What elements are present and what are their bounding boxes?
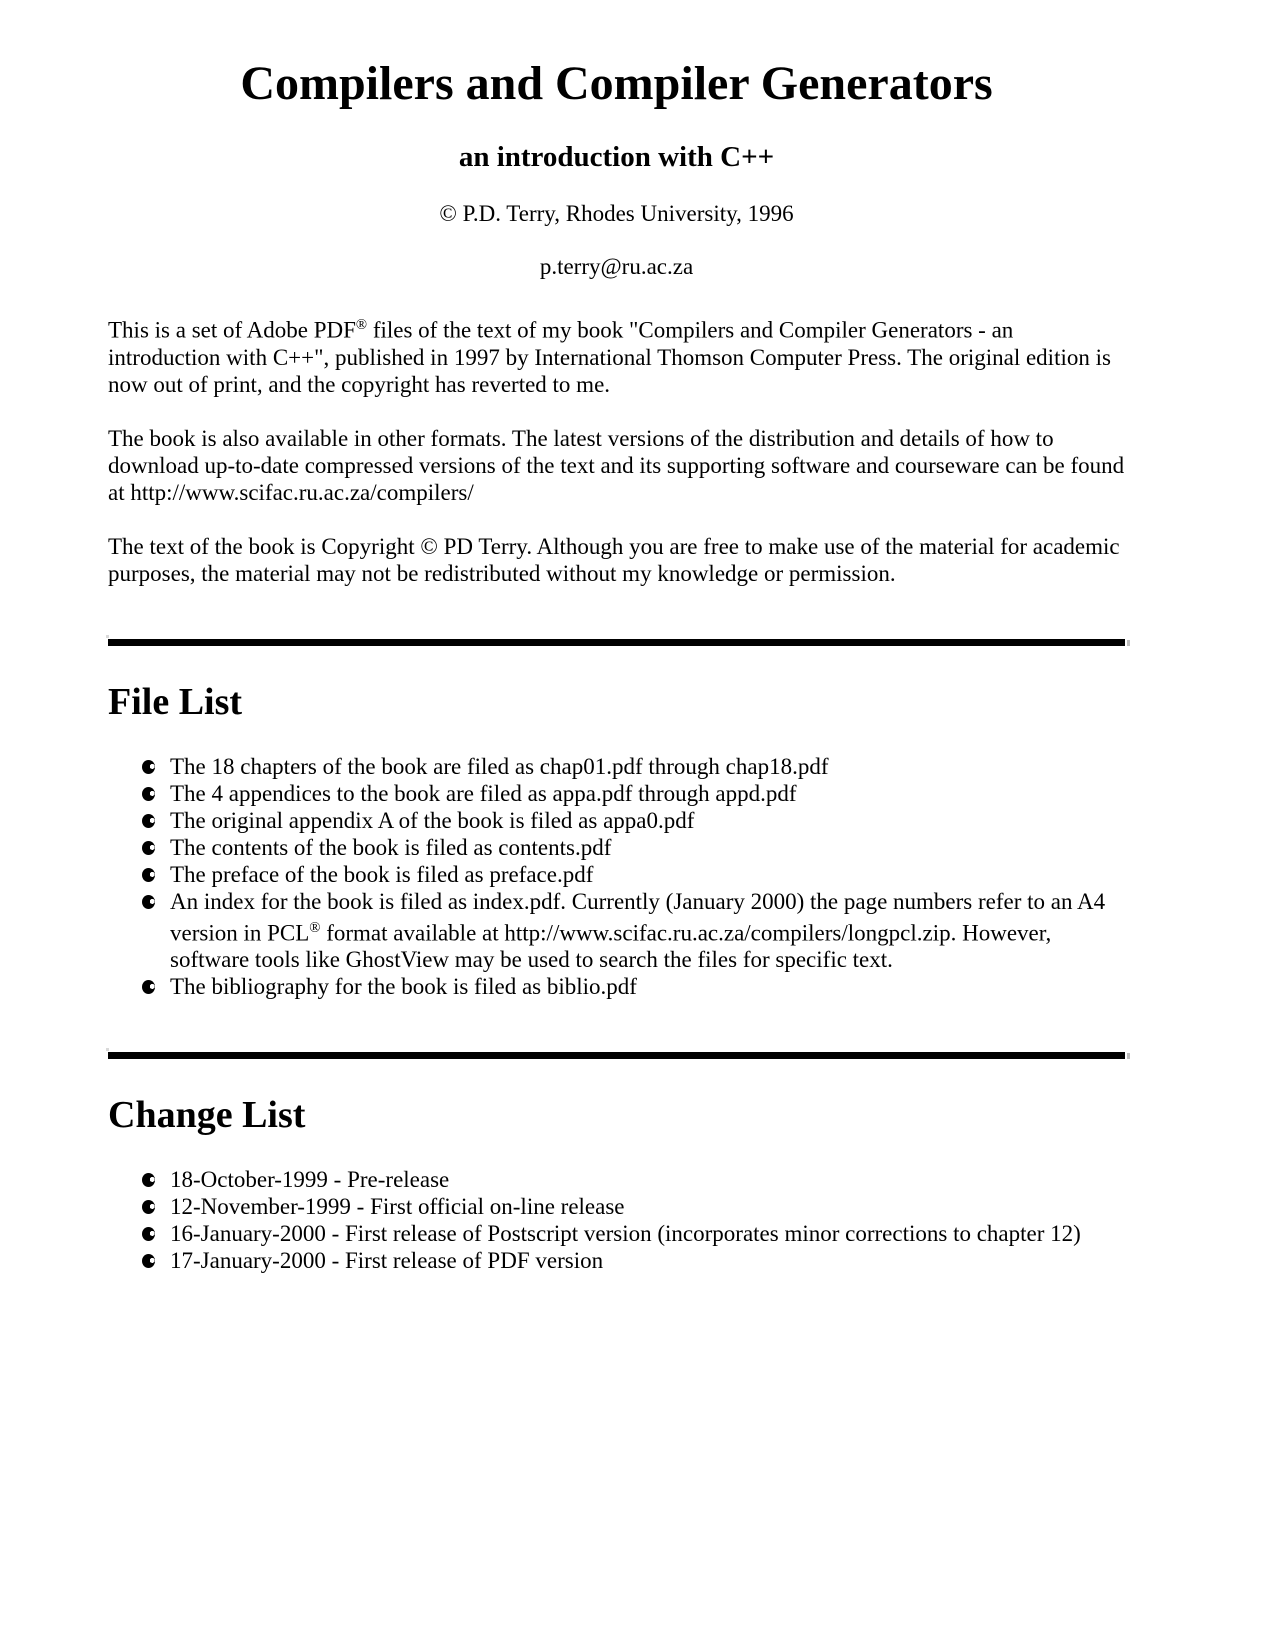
list-item: 18-October-1999 - Pre-release: [170, 1166, 1125, 1193]
page-subtitle: an introduction with C++: [458, 141, 775, 173]
intro-paragraph-1: This is a set of Adobe PDF® files of the text of my book "Compilers and Compiler Generators - an introduction with C++", published in 1997 by International Thomson Computer Press. The original edition is now out of print, and the copyright has reverted to me.: [108, 317, 1111, 397]
page-title: Compilers and Compiler Generators: [240, 57, 993, 110]
copyright-line: © P.D. Terry, Rhodes University, 1996: [439, 201, 794, 226]
list-item: 12-November-1999 - First official on-line release: [170, 1193, 1125, 1220]
list-item: The preface of the book is filed as preface.pdf: [170, 861, 1125, 888]
change-list: [108, 1166, 1125, 1274]
horizontal-rule: [108, 639, 1125, 646]
horizontal-rule: [108, 1052, 1125, 1059]
list-item: The contents of the book is filed as contents.pdf: [170, 834, 1125, 861]
list-item: An index for the book is filed as index.pdf. Currently (January 2000) the page numbers refer to an A4 version in PCL® format available at http://www.scifac.ru.ac.za/compilers/longpcl.zip. However, software tools like GhostView may be used to search the files for specific text.: [170, 888, 1125, 974]
registered-mark: ®: [355, 317, 368, 333]
list-item: The original appendix A of the book is filed as appa0.pdf: [170, 807, 1125, 834]
list-item: The 18 chapters of the book are filed as chap01.pdf through chap18.pdf: [170, 753, 1125, 780]
email-address: p.terry@ru.ac.za: [539, 254, 694, 279]
list-item: 16-January-2000 - First release of Postscript version (incorporates minor corrections to chapter 12): [170, 1220, 1125, 1247]
intro-paragraph-2: The book is also available in other formats. The latest versions of the distribution and details of how to download up-to-date compressed versions of the text and its supporting software and courseware can be found at http://www.scifac.ru.ac.za/compilers/: [108, 425, 1125, 505]
file-list: [108, 753, 1125, 1001]
file-list-heading: File List: [108, 680, 243, 723]
list-item: 17-January-2000 - First release of PDF version: [170, 1247, 1125, 1274]
intro-paragraph-3: The text of the book is Copyright © PD Terry. Although you are free to make use of the material for academic purposes, the material may not be redistributed without my knowledge or permission.: [108, 533, 1120, 586]
change-list-heading: Change List: [108, 1094, 306, 1137]
list-item: The 4 appendices to the book are filed as appa.pdf through appd.pdf: [170, 780, 1125, 807]
list-item: The bibliography for the book is filed as biblio.pdf: [170, 973, 1125, 1000]
registered-mark: ®: [309, 919, 321, 936]
